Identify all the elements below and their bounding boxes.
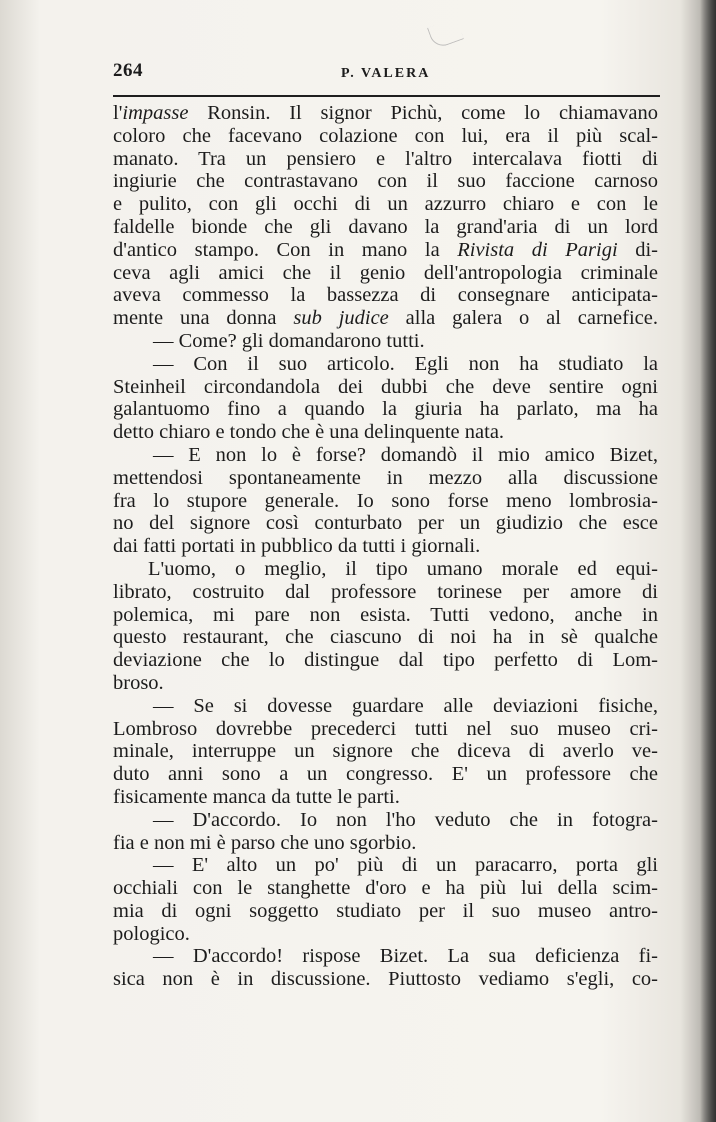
text-run: occhiali con le stanghette d'oro e ha più lui della scim-: [113, 877, 658, 900]
text-run: mettendosi spontaneamente in mezzo alla discussione: [113, 466, 658, 489]
text-run: — Come? gli domandarono tutti.: [153, 329, 425, 352]
text-run: aveva commesso la bassezza di consegnare anticipata-: [113, 284, 658, 307]
text-line: [113, 740, 658, 763]
text-line: [113, 216, 658, 239]
text-line: [113, 877, 658, 900]
text-line: [113, 854, 658, 877]
text-line: [113, 376, 658, 399]
text-run: — D'accordo! rispose Bizet. La sua deficienza fi-: [153, 945, 658, 968]
text-run: mia di ogni soggetto studiato per il suo museo antro-: [113, 899, 658, 922]
text-run: fia e non mi è parso che uno sgorbio.: [113, 831, 417, 854]
text-run: — E' alto un po' più di un paracarro, porta gli: [153, 854, 658, 877]
text-run: no del signore così conturbato per un giudizio che esce: [113, 512, 658, 535]
text-run: — D'accordo. Io non l'ho veduto che in fotogra-: [153, 808, 658, 831]
text-run: faldelle bionde che gli davano la grand'aria di un lord: [113, 215, 658, 238]
text-run: mente una donna: [113, 307, 294, 330]
italic-text: Rivista di Parigi: [457, 238, 618, 261]
text-run: sica non è in discussione. Piuttosto vediamo s'egli, co-: [113, 968, 658, 991]
text-line: [113, 239, 658, 262]
text-line: [113, 604, 658, 627]
text-run: fisicamente manca da tutte le parti.: [113, 785, 400, 808]
text-run: fra lo stupore generale. Io sono forse meno lombrosia-: [113, 489, 658, 512]
text-line: [113, 490, 658, 513]
text-line: [113, 535, 658, 558]
text-line: [113, 626, 658, 649]
text-line: [113, 763, 658, 786]
text-run: e pulito, con gli occhi di un azzurro chiaro e con le: [113, 193, 658, 216]
text-run: librato, costruito dal professore torinese per amore di: [113, 580, 658, 603]
text-run: coloro che facevano colazione con lui, era il più scal-: [113, 124, 658, 147]
text-line: [113, 968, 658, 991]
text-run: alla galera o al carnefice.: [388, 307, 658, 330]
text-line: [113, 307, 658, 330]
text-run: L'uomo, o meglio, il tipo umano morale ed equi-: [148, 557, 658, 580]
text-line: [113, 148, 658, 171]
text-run: questo restaurant, che ciascuno di noi ha in sè qualche: [113, 626, 658, 649]
text-run: detto chiaro e tondo che è una delinquente nata.: [113, 421, 505, 444]
text-line: [113, 672, 658, 695]
text-run: d'antico stampo. Con in mano la: [113, 238, 458, 261]
text-run: ceva agli amici che il genio dell'antropologia criminale: [113, 261, 658, 284]
italic-text: sub judice: [293, 307, 389, 330]
text-line: [113, 900, 658, 923]
text-run: ingiurie che contrastavano con il suo faccione carnoso: [113, 170, 658, 193]
text-run: — E non lo è forse? domandò il mio amico Bizet,: [153, 443, 658, 466]
text-line: [113, 809, 658, 832]
body-text: [113, 102, 658, 991]
page-header: [113, 58, 658, 88]
running-head: P. VALERA: [341, 66, 431, 81]
text-line: [113, 102, 658, 125]
text-line: [113, 832, 658, 855]
text-line: [113, 421, 658, 444]
text-line: [113, 353, 658, 376]
text-run: — Con il suo articolo. Egli non ha studiato la: [153, 352, 658, 375]
text-line: [113, 262, 658, 285]
text-run: broso.: [113, 671, 164, 694]
text-run: deviazione che lo distingue dal tipo perfetto di Lom-: [113, 649, 658, 672]
text-run: duto anni sono a un congresso. E' un professore che: [113, 763, 658, 786]
text-line: [113, 284, 658, 307]
text-line: [113, 945, 658, 968]
page-number: 264: [113, 60, 143, 81]
text-run: — Se si dovesse guardare alle deviazioni fisiche,: [153, 694, 658, 717]
text-run: di-: [617, 238, 658, 261]
text-line: [113, 695, 658, 718]
text-run: pologico.: [113, 922, 190, 945]
text-line: [113, 649, 658, 672]
text-run: Ronsin. Il signor Pichù, come lo chiamavano: [188, 102, 658, 124]
text-line: [113, 330, 658, 353]
text-run: polemica, mi pare non esista. Tutti vedono, anche in: [113, 603, 658, 626]
text-run: Steinheil circondandola dei dubbi che deve sentire ogni: [113, 375, 658, 398]
text-run: dai fatti portati in pubblico da tutti i giornali.: [113, 535, 481, 558]
text-run: minale, interruppe un signore che diceva di averlo ve-: [113, 740, 658, 763]
text-line: [113, 512, 658, 535]
text-line: [113, 467, 658, 490]
text-line: [113, 444, 658, 467]
text-run: Lombroso dovrebbe precederci tutti nel suo museo cri-: [113, 717, 658, 740]
text-line: [113, 923, 658, 946]
text-line: [113, 718, 658, 741]
header-rule: [113, 95, 660, 97]
italic-text: impasse: [122, 102, 189, 124]
text-line: [113, 786, 658, 809]
text-line: [113, 193, 658, 216]
text-run: galantuomo fino a quando la giuria ha parlato, ma ha: [113, 398, 658, 421]
page-edge-shadow: [700, 0, 716, 1122]
text-line: [113, 398, 658, 421]
text-line: [113, 558, 658, 581]
text-line: [113, 581, 658, 604]
text-line: [113, 125, 658, 148]
text-run: manato. Tra un pensiero e l'altro intercalava fiotti di: [113, 147, 658, 170]
text-line: [113, 170, 658, 193]
text-run: l': [113, 102, 123, 124]
